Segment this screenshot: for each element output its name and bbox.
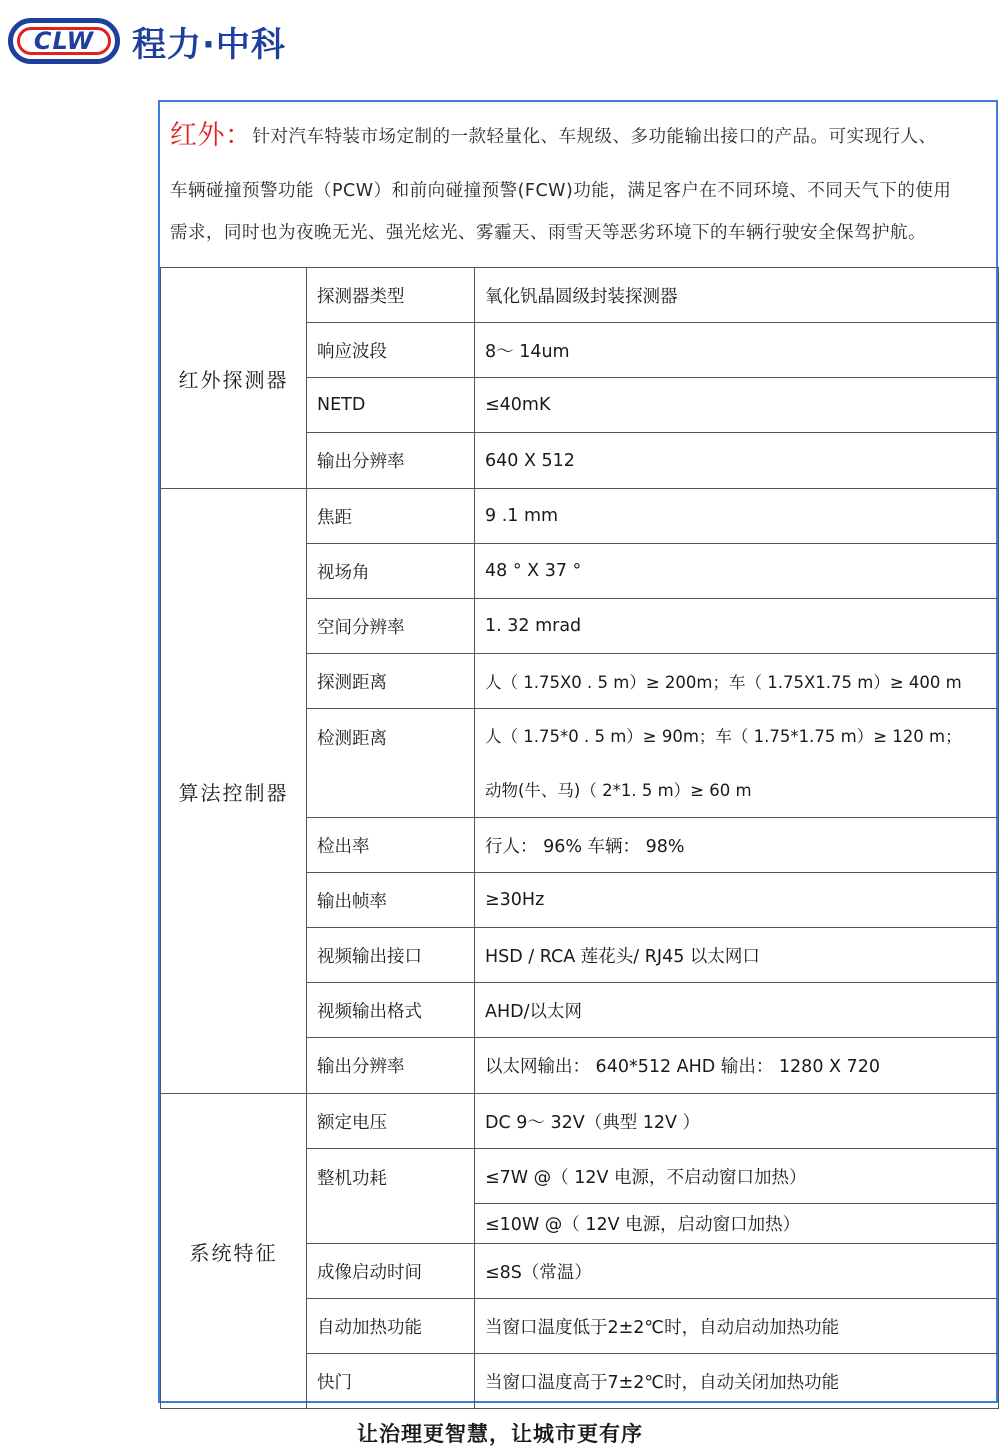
table-row [161,268,999,323]
spec-value: 1. 32 mrad [475,599,999,654]
spec-value: AHD/以太网 [475,983,999,1038]
spec-key: 焦距 [307,489,475,544]
intro-line-2: 车辆碰撞预警功能（PCW）和前向碰撞预警(FCW)功能，满足客户在不同环境、不同天气下的使用 [170,181,952,201]
logo-badge-text: CLW [33,27,95,55]
spec-key: 视场角 [307,544,475,599]
spec-value: HSD / RCA 莲花头/ RJ45 以太网口 [475,928,999,983]
spec-table [160,267,999,1409]
spec-key: 输出帧率 [307,873,475,928]
company-logo [8,16,286,66]
spec-key: 输出分辨率 [307,433,475,489]
intro-line-3: 需求，同时也为夜晚无光、强光炫光、雾霾天、雨雪天等恶劣环境下的车辆行驶安全保驾护航。 [170,223,926,243]
table-row [161,489,999,544]
spec-value: ≤8S（常温） [475,1244,999,1299]
spec-key: 视频输出接口 [307,928,475,983]
spec-value-multiline [475,709,999,818]
spec-key: 输出分辨率 [307,1038,475,1094]
spec-value: 9 .1 mm [475,489,999,544]
spec-value: DC 9～ 32V（典型 12V ） [475,1094,999,1149]
intro-line-1 [170,116,986,157]
product-intro [160,102,996,267]
spec-key: 检测距离 [307,709,475,818]
spec-key: 响应波段 [307,323,475,378]
spec-value: 氧化钒晶圆级封装探测器 [475,268,999,323]
spec-value: ≤40mK [475,378,999,433]
spec-sheet-frame [158,100,998,1403]
spec-value: 当窗口温度低于2±2℃时，自动启动加热功能 [475,1299,999,1354]
spec-key: 探测距离 [307,654,475,709]
spec-key: 整机功耗 [307,1149,475,1244]
spec-key: 快门 [307,1354,475,1409]
clw-badge [8,18,120,64]
spec-value: ≥30Hz [475,873,999,928]
category-infrared-detector: 红外探测器 [161,268,307,489]
table-row [161,1094,999,1149]
spec-value: 以太网输出： 640*512 AHD 输出： 1280 X 720 [475,1038,999,1094]
spec-value: 8～ 14um [475,323,999,378]
footer-slogan: 让治理更智慧，让城市更有序 [357,1422,643,1446]
spec-value: 48 ° X 37 ° [475,544,999,599]
spec-value: ≤7W @（ 12V 电源，不启动窗口加热） [475,1149,999,1204]
spec-key: 视频输出格式 [307,983,475,1038]
logo-company-name: 程力·中科 [132,24,286,65]
spec-value: ≤10W @（ 12V 电源，启动窗口加热） [475,1204,999,1244]
spec-value: 当窗口温度高于7±2℃时，自动关闭加热功能 [475,1354,999,1409]
intro-text-1: 针对汽车特装市场定制的一款轻量化、车规级、多功能输出接口的产品。可实现行人、 [252,127,937,147]
spec-key: 成像启动时间 [307,1244,475,1299]
spec-value: 人（ 1.75X0 . 5 m）≥ 200m；车（ 1.75X1.75 m）≥ 400 m [475,654,999,709]
spec-key: 检出率 [307,818,475,873]
spec-key: 探测器类型 [307,268,475,323]
spec-key: 额定电压 [307,1094,475,1149]
category-system-features: 系统特征 [161,1094,307,1409]
spec-value: 640 X 512 [475,433,999,489]
category-algorithm-controller: 算法控制器 [161,489,307,1094]
spec-value: 行人： 96% 车辆： 98% [475,818,999,873]
intro-title: 红外： [170,120,253,151]
spec-value-line-2: 动物(牛、马)（ 2*1. 5 m）≥ 60 m [485,781,752,800]
spec-value-line-1: 人（ 1.75*0 . 5 m）≥ 90m；车（ 1.75*1.75 m）≥ 120 m； [485,727,962,746]
spec-key: 空间分辨率 [307,599,475,654]
spec-key: NETD [307,378,475,433]
spec-key: 自动加热功能 [307,1299,475,1354]
